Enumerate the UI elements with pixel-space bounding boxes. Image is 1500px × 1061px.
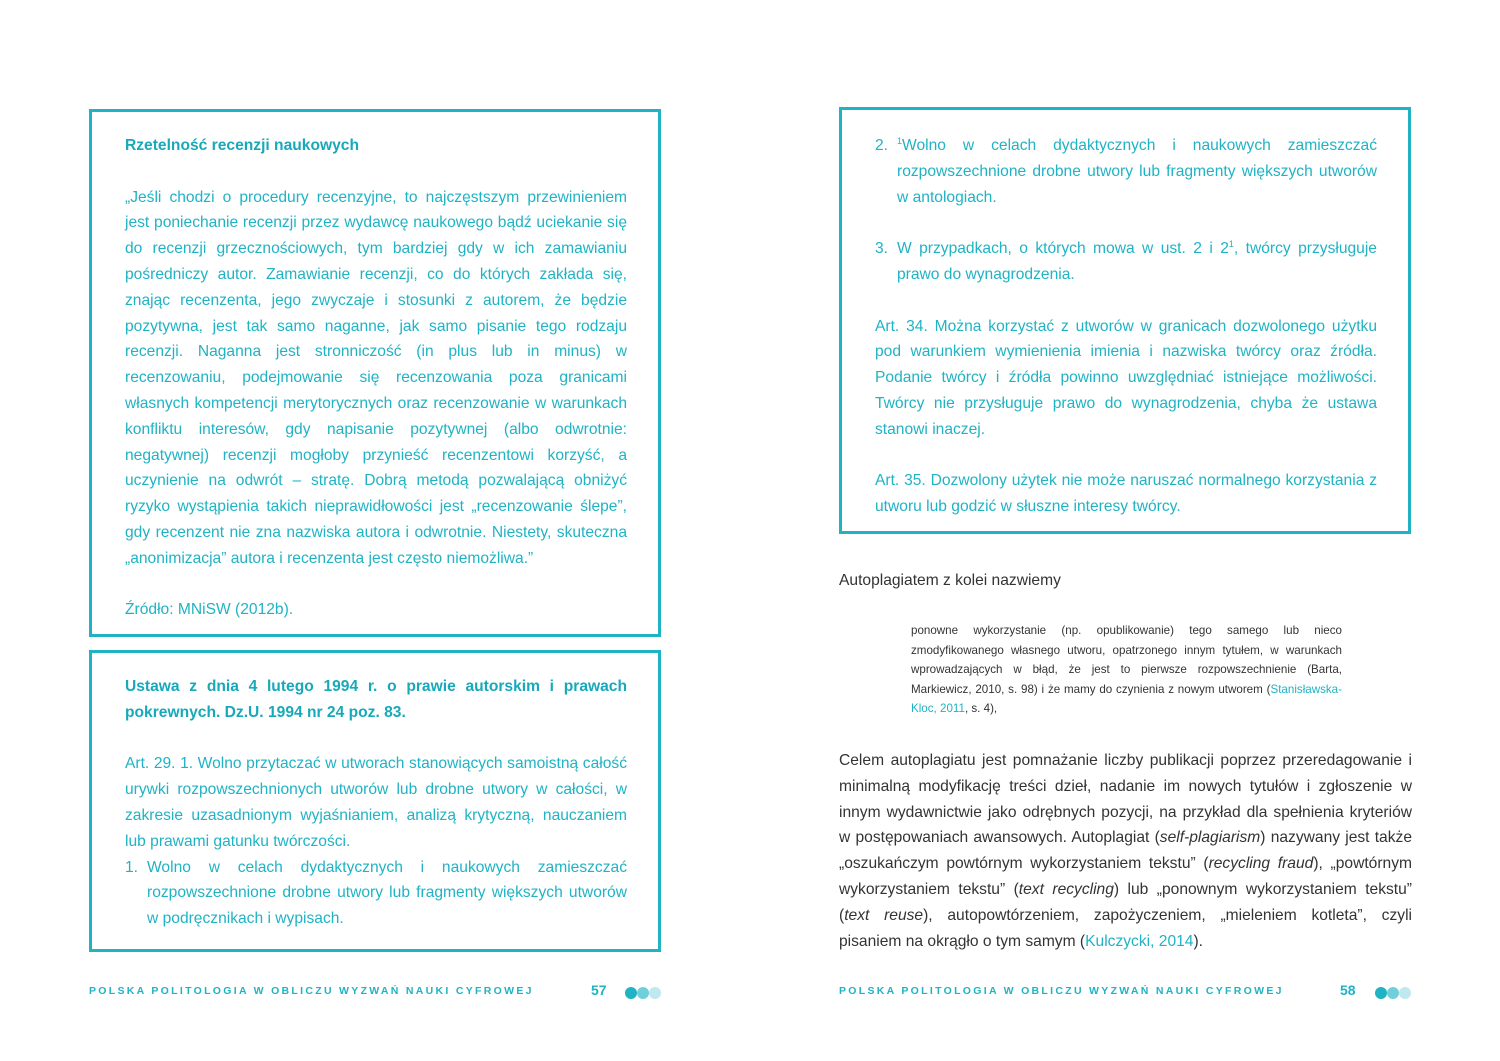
- body-text: ), autopowtórzeniem, zapożyczeniem, „mieleniem kotleta”, czyli pisaniem na okrągło o tym samym (: [839, 906, 1412, 950]
- body-text: Celem autoplagiatu jest pomnażanie liczby publikacji poprzez przeredagowanie i minimalną modyfikację treści dzieł, nadanie im nowych tytułów i zgłoszenie w innym wydawnictwie jako odrębnych pozycji, na przykład dla spełnienia kryteriów w postępowaniach awansowych. Autoplagiat (: [839, 752, 1412, 847]
- article-list: [125, 855, 627, 932]
- running-footer: POLSKA POLITOLOGIA W OBLICZU WYZWAŃ NAUKI CYFROWEJ: [89, 985, 534, 997]
- running-footer: POLSKA POLITOLOGIA W OBLICZU WYZWAŃ NAUKI CYFROWEJ: [839, 985, 1284, 997]
- term-italic: recycling fraud: [1208, 855, 1314, 873]
- dot-mid: [637, 987, 649, 999]
- list-text: Wolno w celach dydaktycznych i naukowych zamieszczać rozpowszechnione drobne utwory lub fragmenty większych utworów w podręcznikach i wypisach.: [147, 858, 627, 928]
- list-text: [897, 236, 1377, 288]
- dot-dark: [625, 987, 637, 999]
- list-number: 1.: [125, 858, 139, 876]
- list-text: [897, 133, 1377, 210]
- dot-light: [649, 987, 661, 999]
- box-ustawa: [89, 650, 661, 952]
- term-italic: self-plagiarism: [1159, 829, 1261, 847]
- block-quote: [911, 621, 1342, 719]
- list-text-post: , twórcy przysługuje prawo do wynagrodzenia.: [897, 240, 1377, 283]
- list-item: [875, 236, 1377, 288]
- citation-link[interactable]: Kulczycki, 2014: [1085, 932, 1194, 950]
- dot-dark: [1375, 987, 1387, 999]
- box-recenzje: [89, 109, 661, 637]
- quote-text: ponowne wykorzystanie (np. opublikowanie) tego samego lub nieco zmodyfikowanego własnego utworu, opatrzonego innym tytułem, w warunkach wprowadzających w błąd, że jest to pierwsze rozpowszechnienie (Barta, Markiewicz, 2010, s. 98) i że mamy do czynienia z nowym utworem (: [911, 624, 1342, 696]
- quote-tail: , s. 4),: [964, 702, 998, 715]
- art-34: Art. 34. Można korzystać z utworów w granicach dozwolonego użytku pod warunkiem wymienienia imienia i nazwiska twórcy oraz źródła. Podanie twórcy i źródła powinno uwzględniać istniejące możliwości. Twórcy nie przysługuje prawo do wynagrodzenia, chyba że ustawa stanowi inaczej.: [875, 317, 1377, 438]
- body-paragraph: [839, 748, 1412, 954]
- box-ustawa-cont: [839, 107, 1411, 534]
- list-number: 3.: [875, 240, 889, 258]
- art-35: Art. 35. Dozwolony użytek nie może naruszać normalnego korzystania z utworu lub godzić w słuszne interesy twórcy.: [875, 472, 1377, 516]
- list-number: 2.: [875, 137, 889, 154]
- page-number: 57: [591, 982, 607, 998]
- list-item: [125, 855, 627, 932]
- box-quote: „Jeśli chodzi o procedury recenzyjne, to najczęstszym przewinieniem jest poniechanie recenzji przez wydawcę naukowego bądź uciekanie się do recenzji grzecznościowych, tym bardziej gdy w ich zamawianiu pośredniczy autor. Zamawianie recenzji, co do których zakłada się, znając recenzenta, jego zwyczaje i stosunki z autorem, że będzie pozytywna, jest tak samo naganne, jak samo pisanie tego rodzaju recenzji. Naganna jest stronniczość (in plus lub in minus) w recenzowaniu, podejmowanie się recenzowania poza granicami własnych kompetencji merytorycznych oraz recenzowanie w warunkach konfliktu interesów, gdy napisanie pozytywnej (albo odwrotnie: negatywnej) recenzji mogłoby przynieść recenzentowi korzyść, a uczynienie na odwrót – stratę. Dobrą metodą pozwalającą obniżyć ryzyko wystąpienia takich nieprawidłowości jest „recenzowanie ślepe”, gdy recenzent nie zna nazwiska autora i odwrotnie. Niestety, skuteczna „anonimizacja” autora i recenzenta jest często niemożliwa.”: [125, 188, 627, 567]
- body-text: ).: [1193, 932, 1203, 950]
- superscript: 1: [1228, 239, 1234, 250]
- intro-line: Autoplagiatem z kolei nazwiemy: [839, 572, 1061, 589]
- page-dots: [625, 987, 665, 999]
- body-text: ) nazywany jest także „oszukańczym powtórnym wykorzystaniem tekstu” (: [839, 829, 1412, 873]
- list-text-pre: W przypadkach, o których mowa w ust. 2 i 2: [897, 240, 1229, 258]
- body-text: ), „powtórnym wykorzystaniem tekstu” (: [839, 855, 1412, 898]
- article-list: [875, 133, 1377, 210]
- list-text-body: Wolno w celach dydaktycznych i naukowych zamieszczać rozpowszechnione drobne utwory lub fragmenty większych utworów w antologiach.: [897, 137, 1377, 206]
- superscript: 1: [897, 136, 903, 146]
- box-heading: Rzetelność recenzji naukowych: [125, 137, 359, 154]
- dot-mid: [1387, 987, 1399, 999]
- list-item: [875, 133, 1377, 210]
- page-dots: [1375, 987, 1415, 999]
- body-text: ) lub „ponownym wykorzystaniem tekstu” (: [839, 880, 1412, 924]
- page-number: 58: [1340, 982, 1356, 998]
- art-29: Art. 29. 1. Wolno przytaczać w utworach stanowiących samoistną całość urywki rozpowszechnionych utworów lub drobne utwory w całości, w zakresie uzasadnionym wyjaśnianiem, analizą krytyczną, nauczaniem lub prawami gatunku twórczości.: [125, 755, 627, 850]
- term-italic: text recycling: [1018, 880, 1114, 898]
- term-italic: text reuse: [844, 906, 924, 924]
- box-heading: Ustawa z dnia 4 lutego 1994 r. o prawie autorskim i prawach pokrewnych. Dz.U. 1994 nr 24 poz. 83.: [125, 678, 627, 721]
- box-source: Źródło: MNiSW (2012b).: [125, 601, 294, 619]
- citation-link[interactable]: Stanisławska-Kloc, 2011: [911, 682, 1342, 715]
- article-list: [875, 236, 1377, 288]
- dot-light: [1399, 987, 1411, 999]
